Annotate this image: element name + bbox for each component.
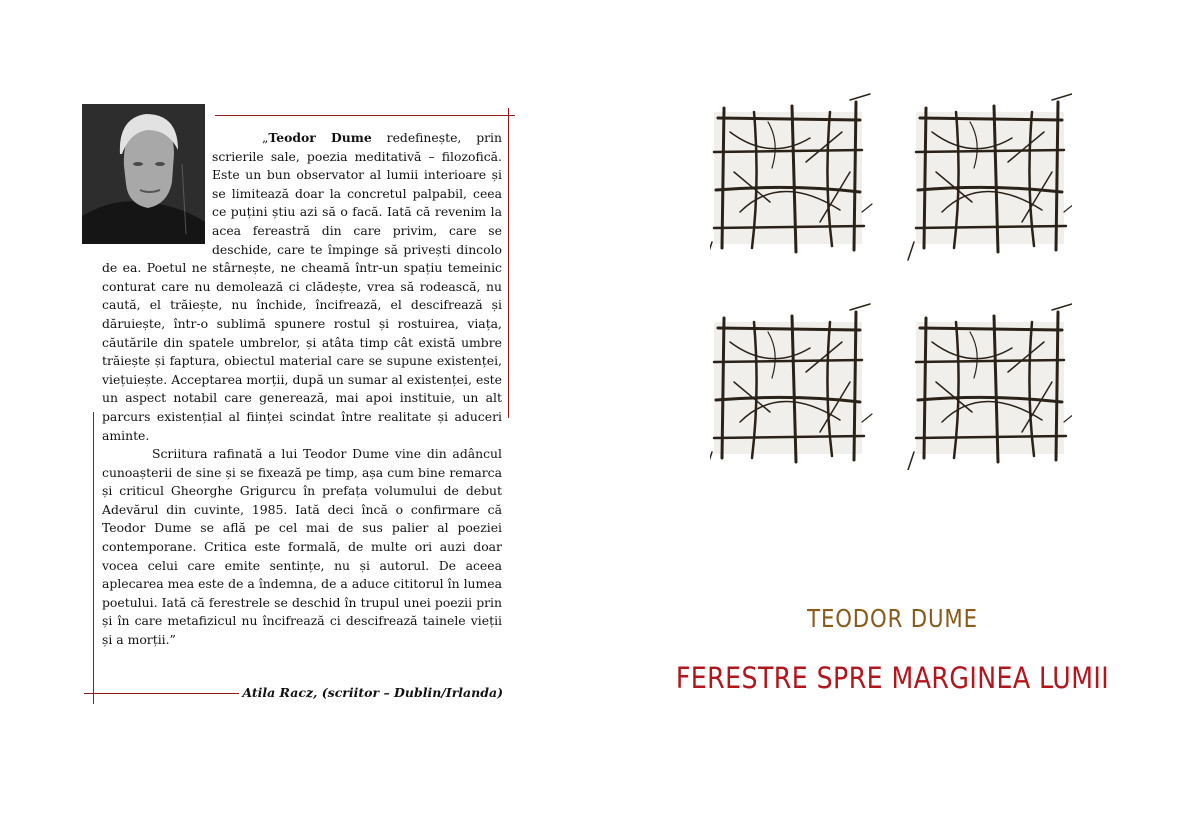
branch-window-artwork bbox=[710, 92, 1072, 470]
review-paragraph-2: Scriitura rafinată a lui Teodor Dume vine din adâncul cunoașterii de sine și se fixează pe timp, așa cum bine remarca și criticul Gheorghe Grigurcu în prefața volumului de debut Adevărul din cuvinte, 1985. Iată deci încă o confirmare că Teodor Dume se află pe cel mai de sus palier al poeziei contemporane. Critica este formală, de multe ori auzi doar vocea celui care emite sentințe, nu și autorul. De aceea aplecarea mea este de a îndemna, de a aduce cititorul în lumea poetului. Iată că ferestrele se deschid în trupul unei poezii prin și în care metafizicul nu încifrează ci descifrează tainele vieții și a morții.” bbox=[102, 446, 502, 648]
quoted-author-name: Teodor Dume bbox=[268, 130, 372, 145]
cover-author-name: TEODOR DUME bbox=[807, 604, 978, 633]
front-cover bbox=[600, 0, 1185, 838]
review-quote bbox=[102, 129, 502, 650]
decorative-rule-left bbox=[93, 412, 94, 704]
review-paragraph-1: „Teodor Dume redefinește, prin scrierile sale, poezia meditativă – filozofică. Este un bun observator al lumii interioare și se limitează doar la concretul palpabil, ceea ce puțini știu azi să o facă. Iată că revenim la acea fereastră din care privim, care se deschide, care te împinge să privești dincolo de ea. Poetul ne stârnește, ne cheamă într-un spațiu temeinic conturat care nu demolează ci clădește, vrea să rodească, nu caută, el trăiește, nu închide, încifrează, el descifrează și dăruiește, într-o sublimă spunere rostul și rostuirea, viața, căutările din spatele umbrelor, și atâta timp cât există umbre trăiește și faptura, obiectul material care se supune existenței, viețuiește. Acceptarea morții, după un sumar al existenței, este un aspect notabil care generează, mai apoi instituie, un alt parcurs existențial al ființei scindat între realitate și aduceri aminte. bbox=[102, 130, 502, 443]
decorative-rule-bottom bbox=[84, 693, 239, 694]
decorative-rule-top bbox=[215, 115, 515, 116]
cover-book-title: FERESTRE SPRE MARGINEA LUMII bbox=[675, 661, 1110, 695]
review-signature: Atila Racz, (scriitor – Dublin/Irlanda) bbox=[242, 685, 503, 700]
decorative-rule-right bbox=[508, 108, 509, 418]
